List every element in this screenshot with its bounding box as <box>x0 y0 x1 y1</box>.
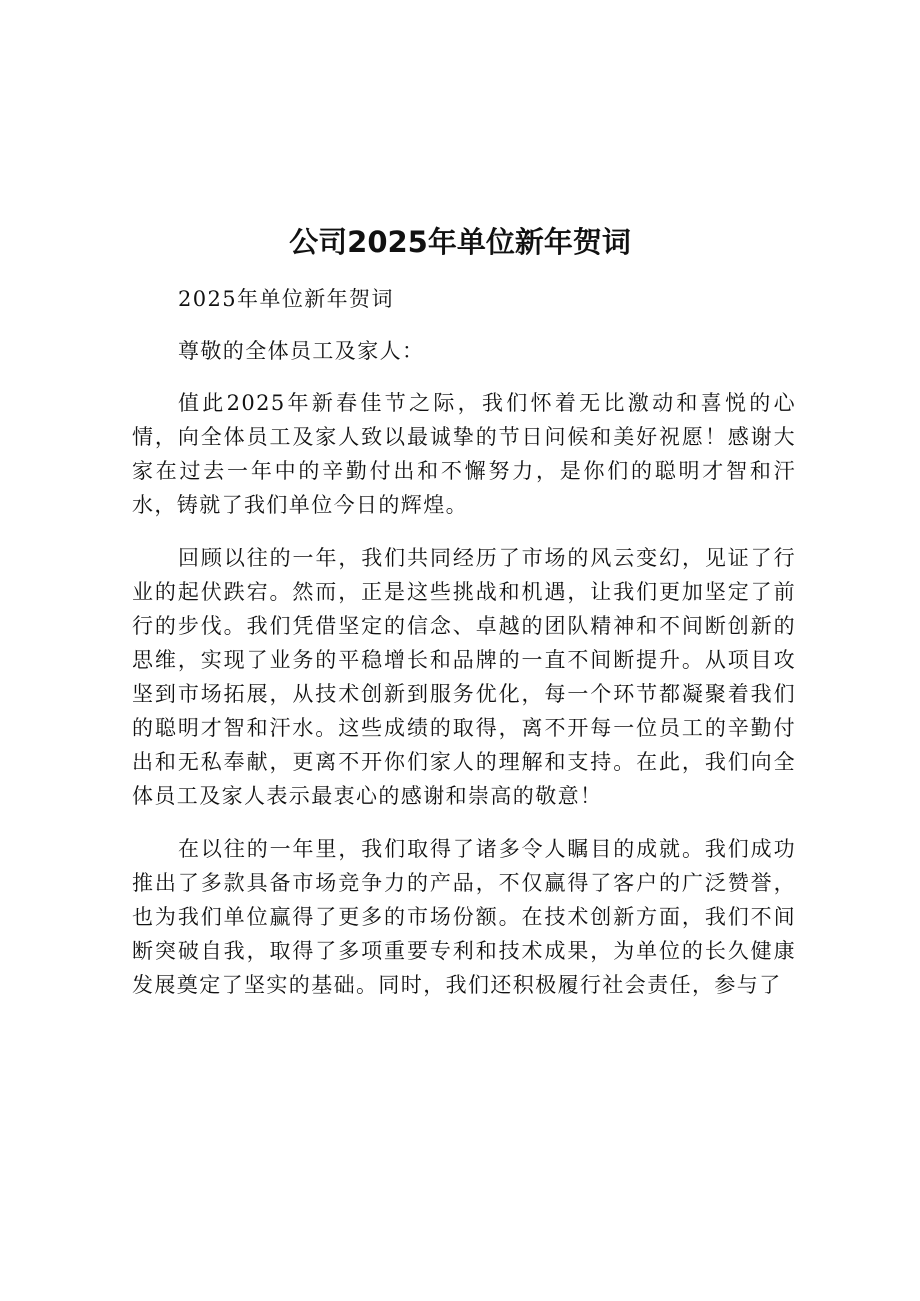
document-title: 公司2025年单位新年贺词 <box>289 225 631 259</box>
subtitle-paragraph: 2025年单位新年贺词 <box>178 287 394 311</box>
body-paragraph: 在以往的一年里，我们取得了诸多令人瞩目的成就。我们成功推出了多款具备市场竞争力的产品，不仅赢得了客户的广泛赞誉，也为我们单位赢得了更多的市场份额。在技术创新方面，我们不间断突破自我，取得了多项重要专利和技术成果，为单位的长久健康发展奠定了坚实的基础。同时，我们还积极履行社会责任，参与了 <box>132 837 796 997</box>
body-paragraph: 值此2025年新春佳节之际，我们怀着无比激动和喜悦的心情，向全体员工及家人致以最诚挚的节日问候和美好祝愿！感谢大家在过去一年中的辛勤付出和不懈努力，是你们的聪明才智和汗水，铸就了我们单位今日的辉煌。 <box>132 391 796 517</box>
salutation-paragraph: 尊敬的全体员工及家人： <box>178 339 425 363</box>
body-paragraph: 回顾以往的一年，我们共同经历了市场的风云变幻，见证了行业的起伏跌宕。然而，正是这些挑战和机遇，让我们更加坚定了前行的步伐。我们凭借坚定的信念、卓越的团队精神和不间断创新的思维，实现了业务的平稳增长和品牌的一直不间断提升。从项目攻坚到市场拓展，从技术创新到服务优化，每一个环节都凝聚着我们的聪明才智和汗水。这些成绩的取得，离不开每一位员工的辛勤付出和无私奉献，更离不开你们家人的理解和支持。在此，我们向全体员工及家人表示最衷心的感谢和崇高的敬意！ <box>132 546 796 808</box>
document-body <box>132 282 796 1021</box>
